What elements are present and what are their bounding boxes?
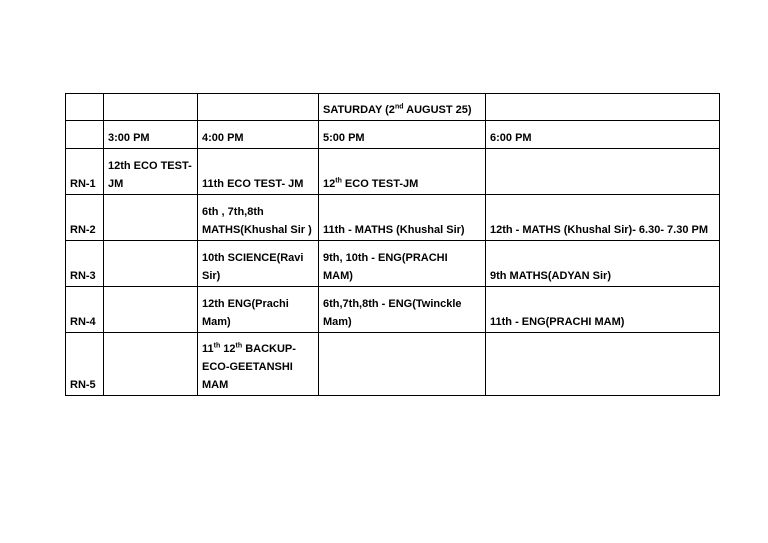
corner-cell (66, 94, 104, 121)
slot-cell: 11th - MATHS (Khushal Sir) (319, 195, 486, 241)
slot-cell (104, 195, 198, 241)
slot-cell: 12th ECO TEST- JM (104, 149, 198, 195)
slot-cell: 9th MATHS(ADYAN Sir) (486, 241, 720, 287)
blank-header-cell (198, 94, 319, 121)
time-header-6pm: 6:00 PM (486, 121, 720, 149)
times-row (66, 121, 720, 149)
slot-cell: 10th SCIENCE(Ravi Sir) (198, 241, 319, 287)
blank-header-cell (486, 94, 720, 121)
slot-cell: 11th - ENG(PRACHI MAM) (486, 287, 720, 333)
slot-cell (486, 333, 720, 396)
slot-cell (104, 287, 198, 333)
slot-cell: 12th ENG(Prachi Mam) (198, 287, 319, 333)
room-label: RN-3 (66, 241, 104, 287)
room-label: RN-2 (66, 195, 104, 241)
date-title: SATURDAY (2nd AUGUST 25) (319, 94, 486, 121)
corner-cell (66, 121, 104, 149)
room-row-rn-4 (66, 287, 720, 333)
room-row-rn-2 (66, 195, 720, 241)
room-row-rn-5 (66, 333, 720, 396)
slot-cell: 9th, 10th - ENG(PRACHI MAM) (319, 241, 486, 287)
slot-cell: 6th,7th,8th - ENG(Twinckle Mam) (319, 287, 486, 333)
room-label: RN-1 (66, 149, 104, 195)
slot-cell: 12th ECO TEST-JM (319, 149, 486, 195)
room-label: RN-4 (66, 287, 104, 333)
schedule-table (65, 93, 720, 396)
slot-cell: 11th ECO TEST- JM (198, 149, 319, 195)
slot-cell: 12th - MATHS (Khushal Sir)- 6.30- 7.30 PM (486, 195, 720, 241)
slot-cell: 6th , 7th,8th MATHS(Khushal Sir ) (198, 195, 319, 241)
room-row-rn-3 (66, 241, 720, 287)
blank-header-cell (104, 94, 198, 121)
room-label: RN-5 (66, 333, 104, 396)
slot-cell (104, 241, 198, 287)
time-header-5pm: 5:00 PM (319, 121, 486, 149)
slot-cell (486, 149, 720, 195)
slot-cell (104, 333, 198, 396)
time-header-3pm: 3:00 PM (104, 121, 198, 149)
title-row (66, 94, 720, 121)
slot-cell (319, 333, 486, 396)
room-row-rn-1 (66, 149, 720, 195)
time-header-4pm: 4:00 PM (198, 121, 319, 149)
slot-cell: 11th 12th BACKUP- ECO-GEETANSHI MAM (198, 333, 319, 396)
